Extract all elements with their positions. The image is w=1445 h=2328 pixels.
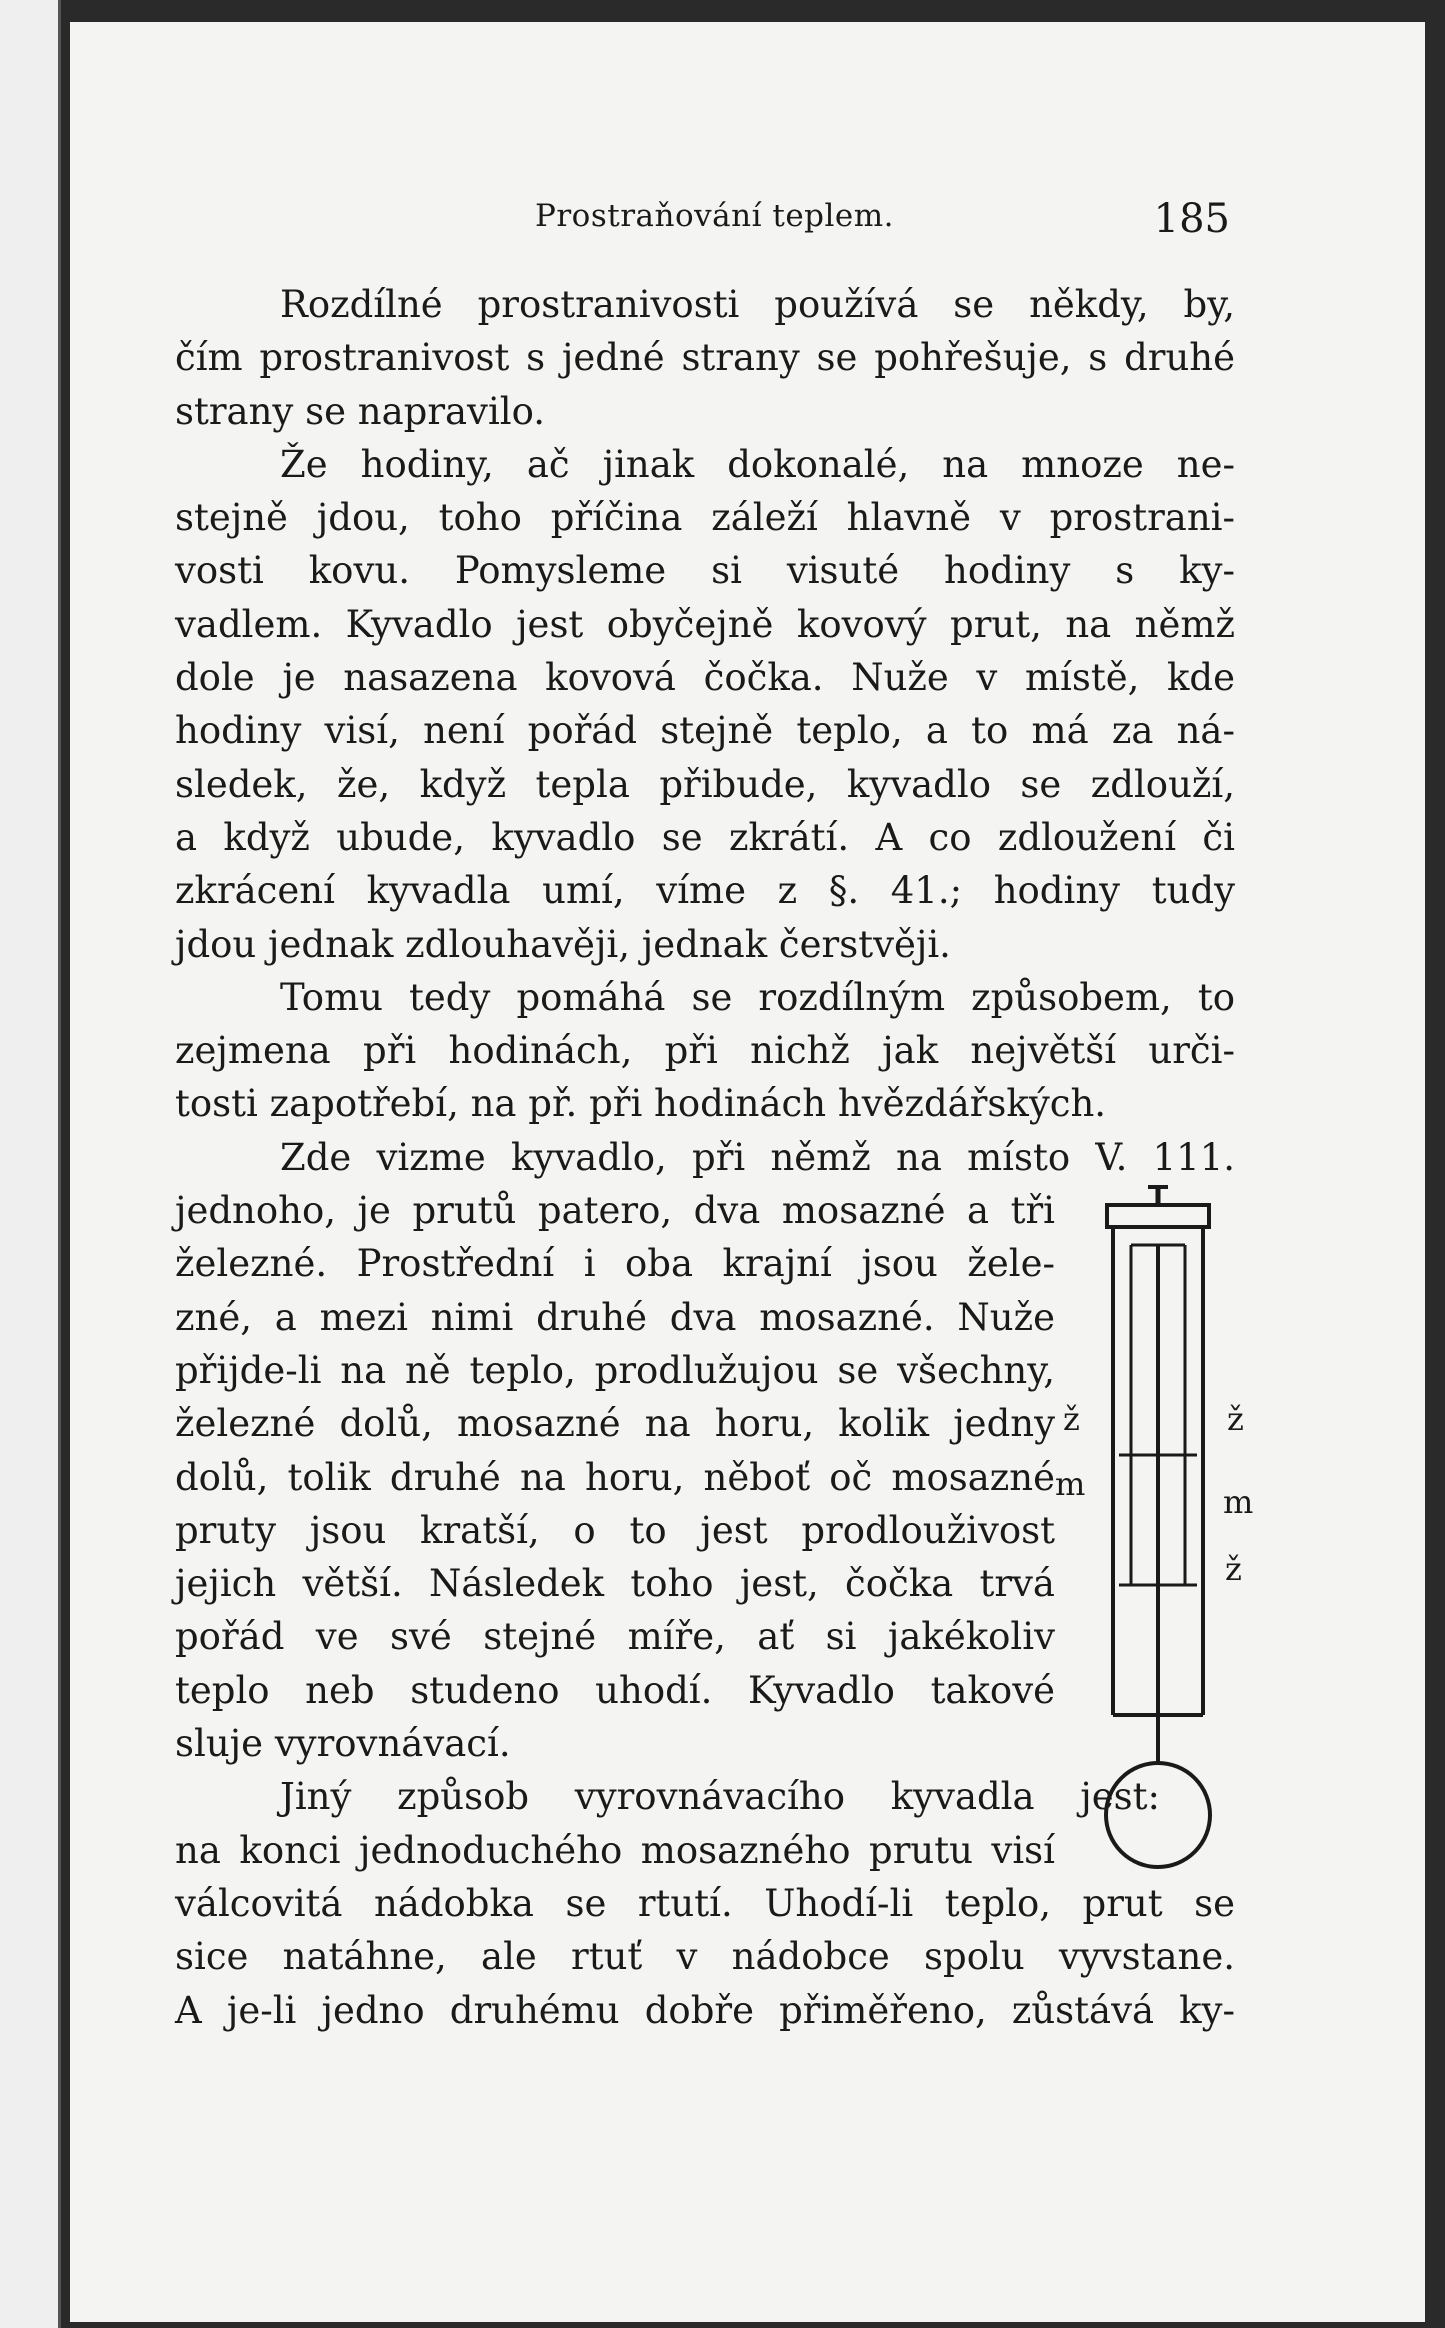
text-line: stejně jdou, toho příčina záleží hlavně v prostrani- [175, 496, 1235, 540]
text-line: tosti zapotřebí, na př. při hodinách hvězdářských. [175, 1082, 1107, 1126]
text-line: jednoho, je prutů patero, dva mosazné a tři [175, 1189, 1055, 1233]
text-line: teplo neb studeno uhodí. Kyvadlo takové [175, 1668, 1055, 1712]
compensation-pendulum-figure [1055, 1185, 1260, 1885]
text-line: zejmena při hodinách, při nichž jak největší urči- [175, 1029, 1235, 1073]
text-line: sluje vyrovnávací. [175, 1722, 511, 1766]
label-brass-right: m [1223, 1483, 1254, 1521]
text-line: železné. Prostřední i oba krajní jsou žele- [175, 1242, 1055, 1286]
text-line: železné dolů, mosazné na horu, kolik jedny [175, 1402, 1055, 1446]
text-line: pořád ve své stejné míře, ať si jakékoliv [175, 1615, 1055, 1659]
running-head: Prostraňování teplem. [535, 198, 895, 234]
text-line: na konci jednoduchého mosazného prutu visí [175, 1828, 1055, 1872]
label-iron-right: ž [1227, 1400, 1244, 1438]
text-line: sice natáhne, ale rtuť v nádobce spolu vyvstane. [175, 1935, 1235, 1979]
text-line: Tomu tedy pomáhá se rozdílným způsobem, to [280, 975, 1235, 1019]
text-line: A je-li jedno druhému dobře přiměřeno, zůstává ky- [175, 1988, 1235, 2032]
text-line: Že hodiny, ač jinak dokonalé, na mnoze ne- [280, 442, 1235, 486]
text-line: válcovitá nádobka se rtutí. Uhodí-li teplo, prut se [175, 1881, 1235, 1925]
text-line: dole je nasazena kovová čočka. Nuže v místě, kde [175, 656, 1235, 700]
text-line: Zde vizme kyvadlo, při němž na místo V. 111. [280, 1135, 1235, 1179]
text-line: jejich větší. Následek toho jest, čočka trvá [175, 1562, 1055, 1606]
text-line: jdou jednak zdlouhavěji, jednak čerstvěji. [175, 922, 951, 966]
page-header [535, 196, 1230, 246]
text-line: vadlem. Kyvadlo jest obyčejně kovový prut, na němž [175, 602, 1235, 646]
text-line: přijde-li na ně teplo, prodlužujou se všechny, [175, 1348, 1055, 1392]
pendulum-bob [1106, 1763, 1210, 1867]
text-line: dolů, tolik druhé na horu, něboť oč mosazné [175, 1455, 1055, 1499]
label-brass-left: m [1055, 1465, 1086, 1503]
top-crossbar [1107, 1205, 1209, 1227]
text-line: zné, a mezi nimi druhé dva mosazné. Nuže [175, 1295, 1055, 1339]
page-number: 185 [1153, 196, 1230, 242]
text-line: pruty jsou kratší, o to jest prodlouživost [175, 1508, 1055, 1552]
pendulum-diagram [1055, 1185, 1260, 1885]
text-line: hodiny visí, není pořád stejně teplo, a to má za ná- [175, 709, 1235, 753]
text-line: vosti kovu. Pomysleme si visuté hodiny s ky- [175, 549, 1235, 593]
text-line: Rozdílné prostranivosti používá se někdy, by, [280, 283, 1235, 326]
text-line: strany se napravilo. [175, 389, 546, 433]
text-line: a když ubude, kyvadlo se zkrátí. A co zdloužení či [175, 815, 1235, 859]
text-line: zkrácení kyvadla umí, víme z §. 41.; hodiny tudy [175, 869, 1235, 913]
text-line: Jiný způsob vyrovnávacího kyvadla jest: [280, 1775, 1160, 1819]
adjacent-page-edge [0, 0, 61, 2328]
label-iron-left: ž [1063, 1400, 1080, 1438]
text-line: sledek, že, když tepla přibude, kyvadlo se zdlouží, [175, 762, 1235, 806]
text-line: čím prostranivost s jedné strany se pohřešuje, s druhé [175, 336, 1235, 380]
label-iron-center: ž [1225, 1550, 1242, 1588]
